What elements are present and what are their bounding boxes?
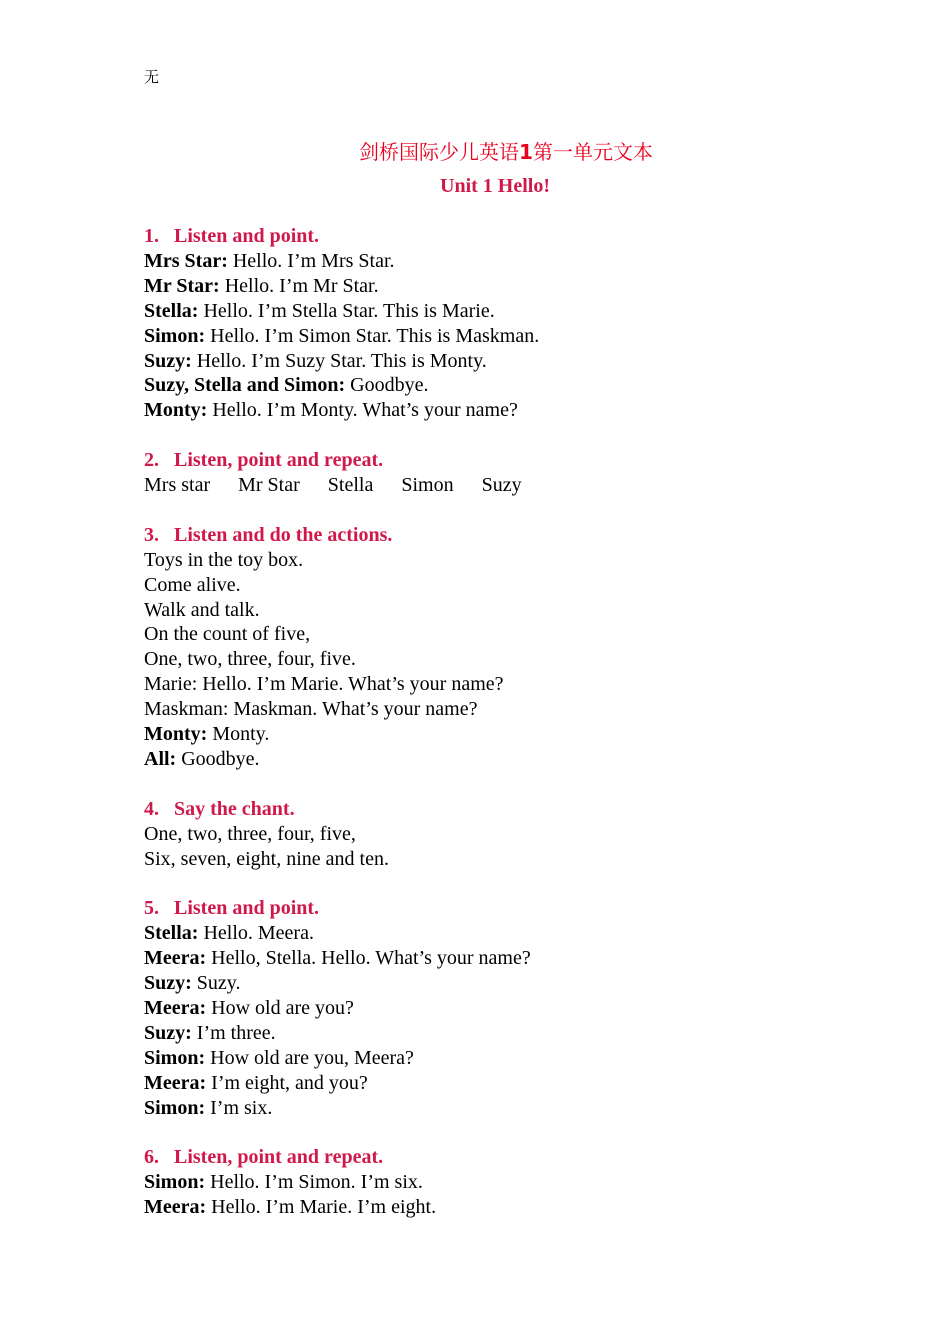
names-row <box>144 473 904 498</box>
section-number: 5. <box>144 897 159 920</box>
speaker-name: Suzy, Stella and Simon: <box>144 374 346 397</box>
line-text: I’m six. <box>205 1096 273 1119</box>
line-text: Hello. I’m Marie. I’m eight. <box>206 1196 437 1219</box>
section-3 <box>144 523 904 772</box>
line-text: I’m eight, and you? <box>206 1071 368 1094</box>
line-text: Toys in the toy box. <box>144 548 304 571</box>
speaker-name: Meera: <box>144 1071 207 1094</box>
dialogue-line <box>144 249 904 274</box>
section-heading-text: Listen, point and repeat. <box>174 1146 384 1169</box>
line-text: Hello. I’m Simon Star. This is Maskman. <box>205 324 540 347</box>
dialogue-line <box>144 647 904 672</box>
speaker-name: Simon: <box>144 1171 206 1194</box>
name-item: Simon <box>401 474 454 497</box>
dialogue-line <box>144 921 904 946</box>
line-text: Walk and talk. <box>144 598 260 621</box>
line-text: Suzy. <box>191 972 241 995</box>
section-4 <box>144 797 904 872</box>
document-body <box>144 224 904 1245</box>
section-heading <box>144 523 904 548</box>
line-text: One, two, three, four, five, <box>144 822 356 845</box>
title-cn-part3: 第一单元文本 <box>532 140 653 164</box>
section-number: 2. <box>144 449 159 472</box>
speaker-name: Mrs Star: <box>144 249 228 272</box>
header-mark: 无 <box>144 68 160 86</box>
dialogue-line <box>144 822 904 847</box>
section-5 <box>144 896 904 1120</box>
line-text: Hello. Meera. <box>198 922 314 945</box>
dialogue-line <box>144 672 904 697</box>
speaker-name: All: <box>144 748 177 770</box>
dialogue-line <box>144 697 904 722</box>
dialogue-line <box>144 573 904 598</box>
dialogue-line <box>144 722 904 747</box>
name-item: Stella <box>327 474 374 497</box>
line-text: Hello. I’m Stella Star. This is Marie. <box>198 299 495 322</box>
section-heading-text: Listen and do the actions. <box>174 523 393 546</box>
speaker-name: Meera: <box>144 997 207 1020</box>
dialogue-line <box>144 274 904 299</box>
speaker-name: Suzy: <box>144 972 192 995</box>
line-text: Goodbye. <box>345 374 429 397</box>
line-text: Hello. I’m Suzy Star. This is Monty. <box>191 349 487 372</box>
name-item: Suzy <box>481 474 522 497</box>
dialogue-line <box>144 996 904 1021</box>
line-text: Monty. <box>207 723 270 746</box>
line-text: Hello. I’m Simon. I’m six. <box>205 1171 423 1194</box>
section-number: 4. <box>144 797 159 820</box>
title-cn-part2: 1 <box>519 140 533 164</box>
dialogue-line <box>144 622 904 647</box>
line-text: How old are you? <box>206 997 354 1020</box>
dialogue-line <box>144 1195 904 1220</box>
dialogue-line <box>144 373 904 398</box>
speaker-name: Stella: <box>144 299 199 322</box>
title-english: Unit 1 Hello! <box>440 175 550 197</box>
section-heading-text: Listen, point and repeat. <box>174 449 384 472</box>
dialogue-line <box>144 971 904 996</box>
dialogue-line <box>144 1096 904 1121</box>
section-heading <box>144 448 904 473</box>
dialogue-line <box>144 299 904 324</box>
speaker-name: Meera: <box>144 947 207 970</box>
speaker-name: Mr Star: <box>144 274 220 297</box>
line-text: Hello. I’m Mr Star. <box>219 274 379 297</box>
dialogue-line <box>144 1021 904 1046</box>
line-text: On the count of five, <box>144 623 311 646</box>
speaker-name: Monty: <box>144 399 208 422</box>
section-heading-text: Listen and point. <box>174 897 320 920</box>
section-number: 1. <box>144 225 159 247</box>
line-text: Goodbye. <box>176 748 260 770</box>
section-heading <box>144 224 904 249</box>
line-text: How old are you, Meera? <box>205 1046 414 1069</box>
section-heading-text: Say the chant. <box>174 797 295 820</box>
section-1 <box>144 224 904 423</box>
dialogue-line <box>144 1071 904 1096</box>
dialogue-line <box>144 847 904 872</box>
speaker-name: Suzy: <box>144 349 192 372</box>
line-text: One, two, three, four, five. <box>144 648 356 671</box>
section-number: 3. <box>144 523 159 546</box>
section-6 <box>144 1145 904 1220</box>
section-number: 6. <box>144 1146 159 1169</box>
dialogue-line <box>144 598 904 623</box>
speaker-name: Stella: <box>144 922 199 945</box>
speaker-name: Simon: <box>144 324 206 347</box>
line-text: Hello. I’m Monty. What’s your name? <box>207 399 518 422</box>
dialogue-line <box>144 1170 904 1195</box>
dialogue-line <box>144 349 904 374</box>
section-2 <box>144 448 904 498</box>
dialogue-line <box>144 747 904 772</box>
speaker-name: Suzy: <box>144 1021 192 1044</box>
line-text: Come alive. <box>144 573 241 596</box>
speaker-name: Meera: <box>144 1196 207 1219</box>
speaker-name: Monty: <box>144 723 208 746</box>
title-chinese <box>0 136 950 165</box>
section-heading-text: Listen and point. <box>174 225 320 247</box>
dialogue-line <box>144 946 904 971</box>
line-text: Maskman: Maskman. What’s your name? <box>144 698 478 721</box>
line-text: I’m three. <box>191 1021 276 1044</box>
dialogue-line <box>144 548 904 573</box>
name-item: Mr Star <box>238 474 300 497</box>
line-text: Marie: Hello. I’m Marie. What’s your name? <box>144 673 504 696</box>
section-heading <box>144 896 904 921</box>
speaker-name: Simon: <box>144 1096 206 1119</box>
line-text: Hello. I’m Mrs Star. <box>227 249 395 272</box>
title-cn-part1: 剑桥国际少儿英语 <box>359 140 520 164</box>
speaker-name: Simon: <box>144 1046 206 1069</box>
dialogue-line <box>144 398 904 423</box>
line-text: Hello, Stella. Hello. What’s your name? <box>206 947 531 970</box>
line-text: Six, seven, eight, nine and ten. <box>144 847 389 870</box>
dialogue-line <box>144 1046 904 1071</box>
section-heading <box>144 797 904 822</box>
dialogue-line <box>144 324 904 349</box>
section-heading <box>144 1145 904 1170</box>
name-item: Mrs star <box>144 474 211 497</box>
